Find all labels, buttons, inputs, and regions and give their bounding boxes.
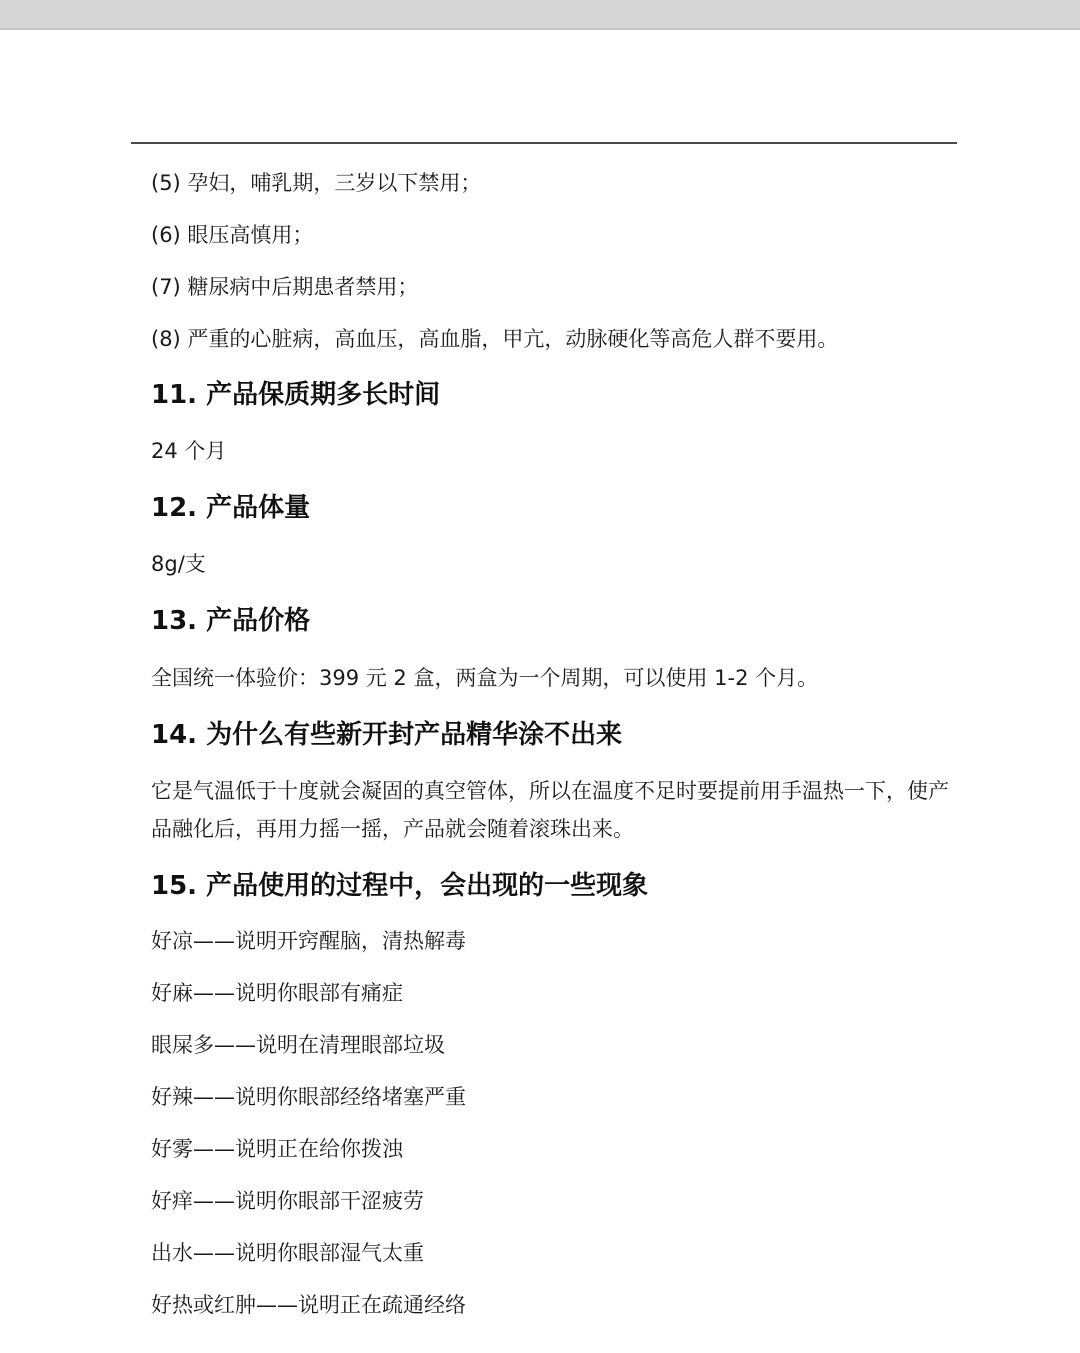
document-page <box>0 30 1080 1353</box>
phenomenon-item: 出水——说明你眼部湿气太重 <box>151 1241 424 1265</box>
section-heading: 11. 产品保质期多长时间 <box>151 380 441 410</box>
header-rule <box>131 142 957 144</box>
phenomenon-item: 好雾——说明正在给你拨浊 <box>151 1137 403 1161</box>
phenomenon-item: 眼屎多——说明在清理眼部垃圾 <box>151 1033 445 1057</box>
phenomenon-item: 好辣——说明你眼部经络堵塞严重 <box>151 1085 466 1109</box>
section-body: 8g/支 <box>151 552 206 576</box>
section-body: 全国统一体验价：399 元 2 盒，两盒为一个周期，可以使用 1-2 个月。 <box>151 666 819 690</box>
section-heading: 14. 为什么有些新开封产品精华涂不出来 <box>151 720 623 750</box>
list-item: (5) 孕妇，哺乳期，三岁以下禁用； <box>151 171 482 195</box>
section-heading: 13. 产品价格 <box>151 606 311 636</box>
section-heading: 15. 产品使用的过程中，会出现的一些现象 <box>151 871 649 901</box>
list-item: (6) 眼压高慎用； <box>151 223 314 247</box>
phenomenon-item: 好热或红肿——说明正在疏通经络 <box>151 1293 466 1317</box>
section-body: 24 个月 <box>151 439 227 463</box>
phenomenon-item: 好凉——说明开窍醒脑，清热解毒 <box>151 929 466 953</box>
section-heading: 12. 产品体量 <box>151 493 311 523</box>
section-paragraph: 它是气温低于十度就会凝固的真空管体，所以在温度不足时要提前用手温热一下，使产品融化后，再用力摇一摇，产品就会随着滚珠出来。 <box>151 779 949 841</box>
phenomenon-item: 好痒——说明你眼部干涩疲劳 <box>151 1189 424 1213</box>
list-item: (7) 糖尿病中后期患者禁用； <box>151 275 419 299</box>
window-top-bar <box>0 0 1080 30</box>
phenomenon-item: 好麻——说明你眼部有痛症 <box>151 981 403 1005</box>
list-item: (8) 严重的心脏病，高血压，高血脂，甲亢，动脉硬化等高危人群不要用。 <box>151 327 839 351</box>
